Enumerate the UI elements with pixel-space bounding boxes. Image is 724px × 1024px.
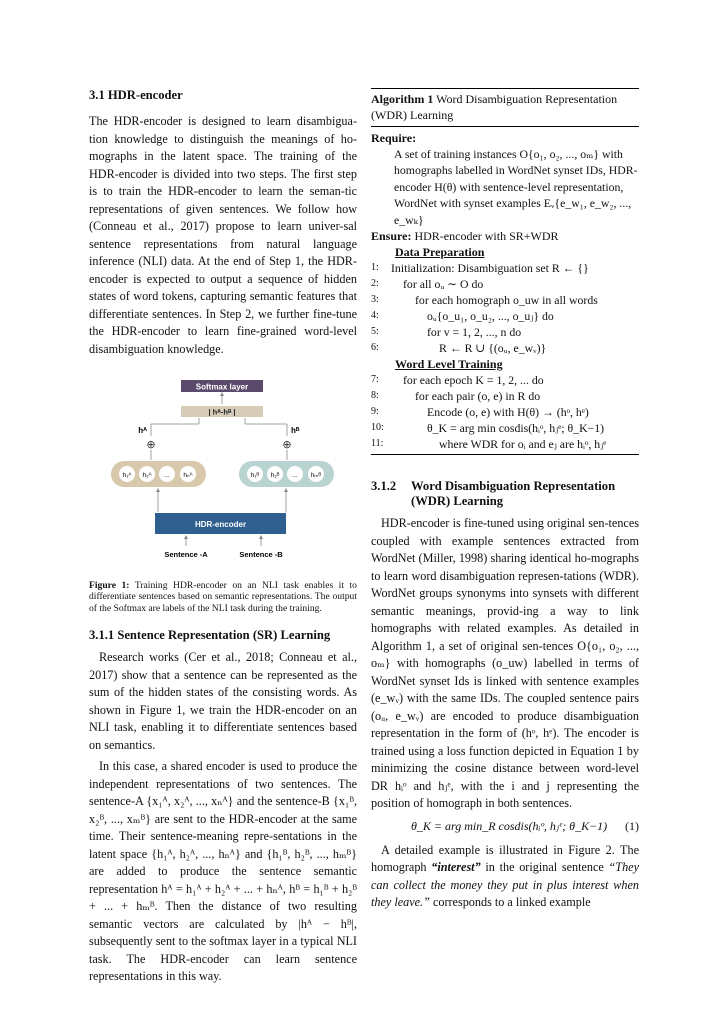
subsection-title-wdr bbox=[371, 479, 639, 509]
algo-line-3: 3: for each homograph o_uw in all words bbox=[371, 293, 598, 308]
sentence-a-label: Sentence -A bbox=[164, 550, 208, 559]
algo-line-11: 11: where WDR for oᵢ and eⱼ are hᵢᵒ, hⱼᵉ bbox=[371, 437, 607, 452]
word-level-training-heading: Word Level Training bbox=[395, 357, 503, 372]
require-body: A set of training instances O{o₁, o₂, ..., oₘ} with homographs labelled in WordNet synset IDs, HDR-encoder H(θ) with sentence-level representation, WordNet with synset examples Eᵥ{e_w₁, e_w₂, ..., e_wₖ} bbox=[394, 147, 638, 227]
subsection-title-sr: 3.1.1 Sentence Representation (SR) Learning bbox=[89, 628, 331, 643]
data-preparation-heading: Data Preparation bbox=[395, 245, 485, 260]
subsection-number: 3.1.2 bbox=[371, 479, 397, 494]
algorithm-box bbox=[371, 88, 639, 455]
algo-line-5: 5: for v = 1, 2, ..., n do bbox=[371, 325, 522, 340]
encoder-label: HDR-encoder bbox=[194, 520, 247, 529]
algo-line-4: 4: oᵤ{o_u₁, o_u₂, ..., o_uⱼ} do bbox=[371, 309, 554, 324]
algo-line-6: 6: R ← R ∪ {(oᵤ, e_wᵥ)} bbox=[371, 341, 547, 356]
ensure-label: Ensure: bbox=[371, 229, 412, 244]
algorithm-caption: Word Disambiguation Representation (WDR) Learning bbox=[371, 92, 618, 122]
algo-line-1: 1: Initialization: Disambiguation set R ← {} bbox=[371, 261, 589, 276]
equation-1 bbox=[371, 819, 639, 834]
state-bn: hₘᴮ bbox=[310, 472, 322, 479]
caption-label: Figure 1: bbox=[89, 580, 130, 591]
state-b1: h₁ᴮ bbox=[250, 472, 260, 479]
algorithm-title bbox=[371, 91, 639, 127]
hb-label: hᴮ bbox=[291, 426, 300, 435]
figure-caption bbox=[89, 580, 357, 614]
wdr-paragraph-2: A detailed example is illustrated in Figure 2. The homograph “interest” in the original sentence “They can collect the money they put in plus interest when they leave.” corresponds to a linked example bbox=[371, 842, 639, 910]
sr-paragraph-1: Research works (Cer et al., 2018; Conneau et al., 2017) show that a sentence can be represented as the sum of the hidden states of the consisting words. As shown in Figure 1, we train the HDR-encoder on an NLI task, enabling it to differentiate sentences based on semantics. bbox=[89, 650, 357, 752]
section-title: 3.1 HDR-encoder bbox=[89, 88, 183, 102]
algo-line-7: 7: for each epoch K = 1, 2, ... do bbox=[371, 373, 544, 388]
state-b2: h₂ᴮ bbox=[270, 472, 280, 479]
state-a1: h₁ᴬ bbox=[122, 472, 132, 479]
algo-line-9: 9: Encode (o, e) with H(θ) → (hᵒ, hᵉ) bbox=[371, 405, 589, 420]
state-a2: h₂ᴬ bbox=[142, 472, 152, 479]
subsection-text: Word Disambiguation Representation (WDR) Learning bbox=[411, 479, 616, 509]
figure-1-diagram bbox=[89, 366, 357, 576]
plus-icon-a: ⊕ bbox=[146, 439, 156, 451]
diff-label: | hᴬ-hᴮ | bbox=[208, 407, 236, 417]
caption-text: Training HDR-encoder on an NLI task enables it to differentiate sentences based on semantic representations. The output of the Softmax are labels of the NLI task during the training. bbox=[89, 580, 357, 614]
wdr-paragraph-1: HDR-encoder is fine-tuned using original sen-tences coupled with example sentences extracted from WordNet (Miller, 1998) sharing identical ho-mographs to learn word disambiguation represen-tations (WDR). WordNet groups synonyms into synsets with different semantic meanings, provid-ing a way to link homographs with related examples. As detailed in Algorithm 1, a set of original sen-tences O{o₁, o₂, ..., oₘ} with homographs (o_uw) labelled in terms of WordNet synset Ids is linked with sentence examples (e_wᵥ) with the same IDs. The coupled sentence pairs (oᵤ, e_wᵥ) are encoded to produce disambiguation representation in the form of (hᵒ, hᵉ). The encoder is trained using a loss function depicted in Equation 1 by minimizing the cosine distance between word-level DR hᵢᵒ and hⱼᵉ, with the i and j representing the position of homograph in both sentences. bbox=[371, 516, 639, 811]
state-a3: ... bbox=[164, 472, 170, 479]
sr-paragraph-2: In this case, a shared encoder is used to produce the independent representations of two sentences. The sentence-A {x₁ᴬ, x₂ᴬ, ..., xₙᴬ} and the sentence-B {x₁ᴮ, x₂ᴮ, ..., xₘᴮ} are sent to the HDR-encoder at the same time. Their sentence-meaning repre-sentations in the latent space {h₁ᴬ, h₂ᴬ, ..., hₙᴬ} and {h₁ᴮ, h₂ᴮ, ..., hₘᴮ} are added to produce the sentence semantic representation hᴬ = h₁ᴬ + h₂ᴬ + ... + hₙᴬ, hᴮ = h₁ᴮ + h₂ᴮ + ... + hₘᴮ. Then the distance of two resulting semantic vectors are calculated by |hᴬ − hᴮ|, subsequently sent to the softmax layer in a typical NLI task. The HDR-encoder can learn sentence representations in this way. bbox=[89, 759, 357, 984]
algo-line-10: 10: θ_K = arg min cosdis(hᵢᵒ, hⱼᵉ; θ_K−1) bbox=[371, 421, 605, 436]
figure-1 bbox=[89, 366, 357, 576]
sentence-b-label: Sentence -B bbox=[239, 550, 283, 559]
algo-line-8: 8: for each pair (o, e) in R do bbox=[371, 389, 541, 404]
intro-paragraph: The HDR-encoder is designed to learn disambigua-tion knowledge to distinguish the meanings of ho-mographs in the latent space. The training of the HDR-encoder is divided into two steps. The first step is to train the HDR-encoder to learn the seman-tic representations of given sentences. We follow how (Conneau et al., 2017) propose to learn univer-sal sentence representations from natural language inference (NLI) data. At the end of Step 1, the HDR-encoder is expected to output a sequence of hidden states of word tokens, capturing semantic features that differentiate sentences. In Step 2, we further fine-tune the HDR-encoder to learn fine-grained word-level disambiguation knowledge. bbox=[89, 114, 357, 356]
softmax-label: Softmax layer bbox=[195, 382, 249, 392]
state-an: hₙᴬ bbox=[183, 472, 193, 479]
right-column bbox=[371, 88, 639, 912]
algo-line-2: 2: for all oᵤ ∼ O do bbox=[371, 277, 484, 292]
require-label: Require: bbox=[371, 131, 417, 145]
state-b3: ... bbox=[292, 472, 298, 479]
left-column bbox=[89, 88, 357, 986]
ha-label: hᴬ bbox=[138, 426, 147, 435]
algorithm-label: Algorithm 1 bbox=[371, 92, 434, 106]
ensure-body: HDR-encoder with SR+WDR bbox=[411, 229, 559, 244]
equation-number: (1) bbox=[625, 818, 639, 833]
plus-icon-b: ⊕ bbox=[282, 439, 292, 451]
equation-body: θ_K = arg min_R cosdis(hᵢᵒ, hⱼᵉ; θ_K−1) bbox=[411, 818, 608, 833]
